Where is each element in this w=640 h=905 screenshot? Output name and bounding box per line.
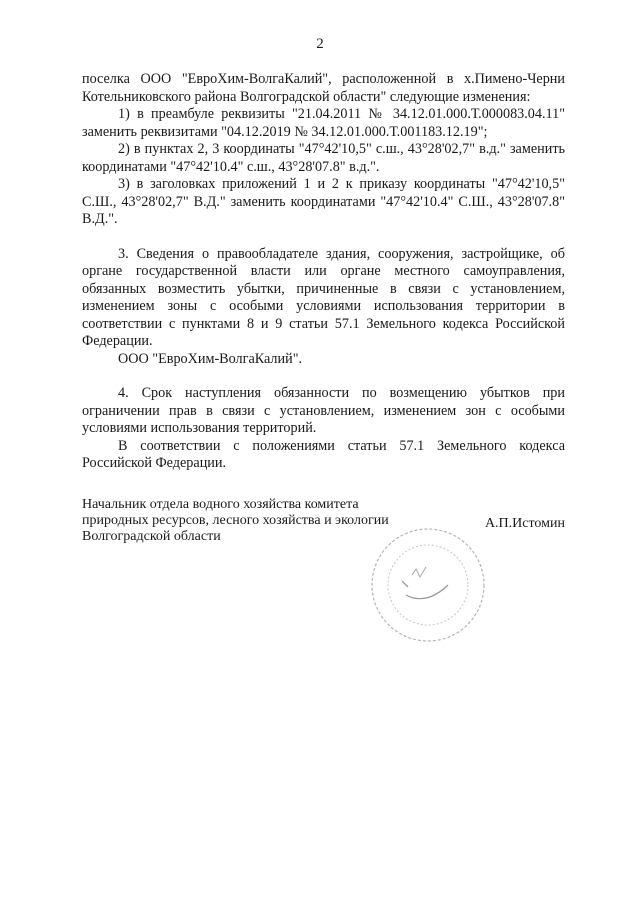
paragraph-item-3: 3) в заголовках приложений 1 и 2 к приказу координаты "47°42'10,5" С.Ш., 43°28'02,7" В.Д." заменить координатами "47°42'10.4" С.Ш., 43°28'07.8" В.Д.".	[82, 176, 565, 227]
paragraph-section-3: 3. Сведения о правообладателе здания, сооружения, застройщике, об органе государственной власти или органе местного самоуправления, обязанных возместить убытки, причиненные в связи с установлением, изменением зоны с особыми условиями использования территории в соответствии с пунктами 8 и 9 статьи 57.1 Земельного кодекса Российской Федерации.	[82, 245, 565, 349]
paragraph-rightholder: ООО "ЕвроХим-ВолгаКалий".	[118, 350, 303, 367]
page-number: 2	[316, 36, 324, 52]
paragraph-legal-basis: В соответствии с положениями статьи 57.1 Земельного кодекса Российской Федерации.	[82, 437, 565, 471]
paragraph-intro: поселка ООО "ЕвроХим-ВолгаКалий", расположенной в х.Пимено-Черни Котельниковского района Волгоградской области" следующие изменения:	[82, 71, 565, 105]
spacer	[82, 229, 565, 246]
stamp-seal-icon	[368, 525, 488, 645]
signatory-name: А.П.Истомин	[484, 516, 565, 531]
signature-block	[82, 497, 565, 545]
paragraph-item-2: 2) в пунктах 2, 3 координаты "47°42'10,5" с.ш., 43°28'02,7" в.д." заменить координатами "47°42'10.4" с.ш., 43°28'07.8" в.д.".	[82, 141, 565, 175]
paragraph-section-4: 4. Срок наступления обязанности по возмещению убытков при ограничении прав в связи с установлением, изменением зон с особыми условиями использования территорий.	[82, 385, 565, 436]
document-body	[82, 71, 565, 473]
signatory-position: Начальник отдела водного хозяйства комитета природных ресурсов, лесного хозяйства и экологии Волгоградской области	[82, 497, 389, 544]
paragraph-item-1: 1) в преамбуле реквизиты "21.04.2011 № 34.12.01.000.Т.000083.04.11" заменить реквизитами "04.12.2019 № 34.12.01.000.Т.001183.12.19";	[82, 106, 565, 140]
spacer	[82, 368, 565, 385]
